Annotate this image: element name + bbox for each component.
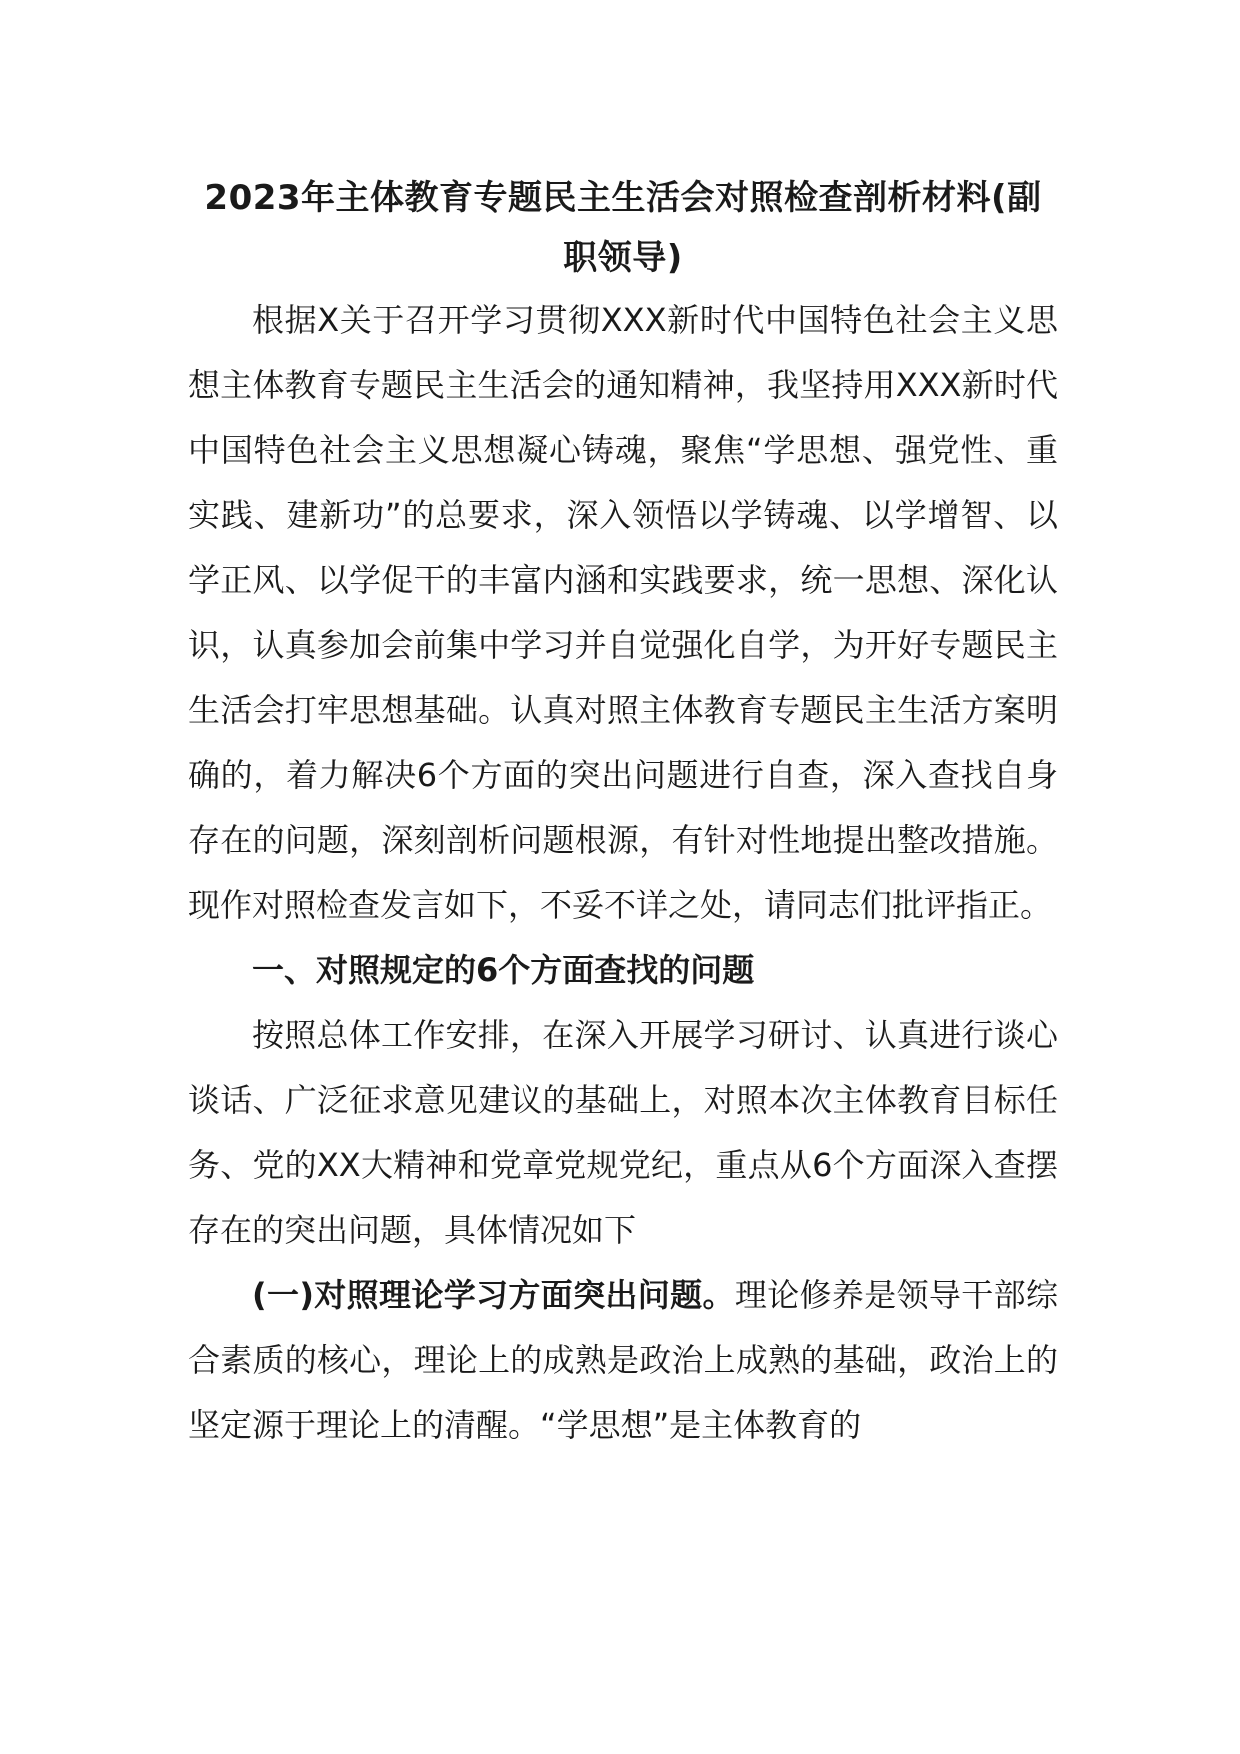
item-one-body: 理论修养是领导干部综合素质的核心，理论上的成熟是政治上成熟的基础，政治上的坚定源于理论上的清醒。“学思想”是主体教育的 bbox=[188, 1276, 1058, 1444]
document-title: 2023年主体教育专题民主生活会对照检查剖析材料(副职领导) bbox=[204, 178, 1042, 278]
intro-paragraph: 根据X关于召开学习贯彻XXX新时代中国特色社会主义思想主体教育专题民主生活会的通知精神，我坚持用XXX新时代中国特色社会主义思想凝心铸魂，聚焦“学思想、强党性、重实践、建新功”的总要求，深入领悟以学铸魂、以学增智、以学正风、以学促干的丰富内涵和实践要求，统一思想、深化认识，认真参加会前集中学习并自觉强化自学，为开好专题民主生活会打牢思想基础。认真对照主体教育专题民主生活方案明确的，着力解决6个方面的突出问题进行自查，深入查找自身存在的问题，深刻剖析问题根源，有针对性地提出整改措施。现作对照检查发言如下，不妥不详之处，请同志们批评指正。 bbox=[188, 301, 1058, 924]
item-one-paragraph bbox=[188, 1263, 1058, 1458]
item-one-lead: (一)对照理论学习方面突出问题。 bbox=[252, 1276, 735, 1314]
document-body bbox=[188, 168, 1058, 1458]
section-one-paragraph: 按照总体工作安排，在深入开展学习研讨、认真进行谈心谈话、广泛征求意见建议的基础上，对照本次主体教育目标任务、党的XX大精神和党章党规党纪，重点从6个方面深入查摆存在的突出问题，具体情况如下 bbox=[188, 1016, 1058, 1249]
section-one-heading: 一、对照规定的6个方面查找的问题 bbox=[252, 951, 755, 989]
